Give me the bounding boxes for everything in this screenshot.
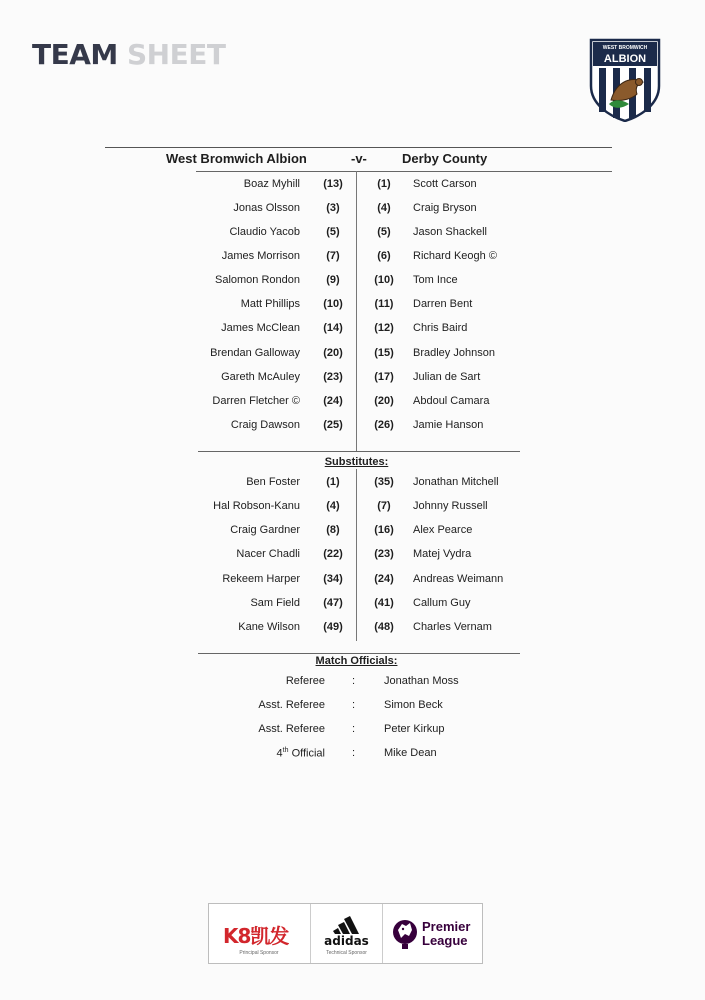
home-player-name: Salomon Rondon — [214, 274, 300, 286]
technical-sponsor — [310, 904, 383, 963]
premier-league-lion-icon — [390, 918, 420, 950]
officials-heading: Match Officials: — [315, 655, 398, 667]
away-player-name: Chris Baird — [413, 322, 468, 334]
official-colon: : — [352, 747, 356, 759]
home-sub-number: (4) — [326, 500, 340, 512]
home-player-number: (14) — [323, 322, 343, 334]
home-sub-number: (8) — [326, 524, 340, 536]
home-sub-name: Craig Gardner — [230, 524, 300, 536]
home-player-number: (5) — [326, 226, 340, 238]
adidas-wordmark: adidas — [324, 934, 369, 948]
home-player-name: Brendan Galloway — [210, 347, 300, 359]
away-player-name: Jason Shackell — [413, 226, 487, 238]
away-sub-number: (23) — [374, 548, 394, 560]
home-player-number: (13) — [323, 178, 343, 190]
official-name: Mike Dean — [384, 747, 437, 759]
substitute-row — [0, 548, 705, 566]
official-row — [0, 699, 705, 717]
sponsor-panel — [208, 903, 483, 964]
substitute-row — [0, 500, 705, 518]
official-name: Jonathan Moss — [384, 675, 459, 687]
official-role-prefix: 4 — [276, 747, 283, 760]
away-player-name: Julian de Sart — [413, 371, 481, 383]
crest-text-top: WEST BROMWICH — [602, 45, 648, 51]
lineup-row — [0, 371, 705, 389]
premier-league-logo — [384, 904, 483, 963]
versus-separator: -v- — [351, 151, 367, 166]
home-sub-number: (22) — [323, 548, 343, 560]
away-player-number: (15) — [374, 347, 394, 359]
home-sub-number: (47) — [323, 597, 343, 609]
official-role-superscript: th — [282, 747, 289, 754]
west-bromwich-albion-crest-icon — [589, 38, 661, 122]
substitute-row — [0, 476, 705, 494]
teams-divider — [196, 171, 612, 172]
lineup-row — [0, 347, 705, 365]
away-player-name: Craig Bryson — [413, 202, 477, 214]
substitute-row — [0, 621, 705, 639]
substitutes-heading: Substitutes: — [324, 456, 389, 468]
home-sub-name: Kane Wilson — [238, 621, 300, 633]
home-player-number: (24) — [323, 395, 343, 407]
away-player-name: Abdoul Camara — [413, 395, 490, 407]
away-sub-number: (41) — [374, 597, 394, 609]
home-team-name: West Bromwich Albion — [166, 151, 307, 166]
official-row — [0, 747, 705, 765]
away-team-name: Derby County — [402, 151, 488, 166]
home-player-name: Gareth McAuley — [221, 371, 300, 383]
home-sub-name: Sam Field — [250, 597, 300, 609]
crest-text-main: ALBION — [603, 53, 647, 65]
away-sub-number: (48) — [374, 621, 394, 633]
lineup-row — [0, 395, 705, 413]
away-sub-name: Alex Pearce — [413, 524, 473, 536]
away-player-number: (11) — [374, 298, 394, 310]
home-player-name: Boaz Myhill — [243, 178, 300, 190]
home-player-number: (10) — [323, 298, 343, 310]
home-player-number: (3) — [326, 202, 340, 214]
official-role — [277, 747, 325, 760]
official-row — [0, 723, 705, 741]
away-player-number: (6) — [377, 250, 391, 262]
substitute-row — [0, 597, 705, 615]
away-sub-name: Jonathan Mitchell — [413, 476, 499, 488]
home-sub-number: (34) — [323, 573, 343, 585]
official-colon: : — [352, 675, 356, 687]
away-player-number: (26) — [374, 419, 394, 431]
technical-sponsor-caption: Technical Sponsor — [326, 950, 367, 956]
official-role: Asst. Referee — [258, 699, 325, 711]
adidas-stripes-icon — [333, 914, 363, 934]
home-sub-name: Rekeem Harper — [222, 573, 300, 585]
principal-sponsor — [209, 904, 309, 963]
away-player-name: Richard Keogh © — [413, 250, 497, 262]
official-role: Referee — [285, 675, 325, 687]
official-role: Asst. Referee — [258, 723, 325, 735]
away-player-number: (10) — [374, 274, 394, 286]
home-player-number: (20) — [323, 347, 343, 359]
away-sub-number: (35) — [374, 476, 394, 488]
away-player-name: Darren Bent — [413, 298, 473, 310]
premier-league-line1: Premier — [422, 919, 471, 934]
away-player-name: Jamie Hanson — [413, 419, 484, 431]
home-player-name: Claudio Yacob — [229, 226, 300, 238]
away-sub-number: (16) — [374, 524, 394, 536]
away-sub-name: Johnny Russell — [413, 500, 488, 512]
home-player-number: (23) — [323, 371, 343, 383]
title-word-sheet: SHEET — [127, 38, 226, 71]
home-player-name: Craig Dawson — [230, 419, 300, 431]
substitute-row — [0, 573, 705, 591]
title-word-team: TEAM — [32, 38, 118, 71]
home-sub-number: (49) — [323, 621, 343, 633]
home-player-number: (25) — [323, 419, 343, 431]
away-sub-number: (24) — [374, 573, 394, 585]
official-name: Simon Beck — [384, 699, 443, 711]
lineup-row — [0, 298, 705, 316]
away-sub-name: Andreas Weimann — [413, 573, 504, 585]
header-divider — [105, 147, 612, 148]
home-sub-name: Hal Robson-Kanu — [213, 500, 300, 512]
lineup-row — [0, 250, 705, 268]
home-player-name: James McClean — [221, 322, 300, 334]
away-player-number: (20) — [374, 395, 394, 407]
away-player-name: Tom Ince — [413, 274, 458, 286]
away-sub-name: Callum Guy — [413, 597, 471, 609]
away-player-number: (5) — [377, 226, 391, 238]
home-player-name: Darren Fletcher © — [212, 395, 300, 407]
principal-sponsor-caption: Principal Sponsor — [239, 950, 279, 956]
away-sub-name: Charles Vernam — [413, 621, 492, 633]
k8-logo: K8凯发 — [223, 924, 289, 948]
official-role-suffix: Official — [288, 747, 325, 760]
official-row — [0, 675, 705, 693]
premier-league-line2: League — [422, 933, 468, 948]
lineup-row — [0, 419, 705, 437]
official-colon: : — [352, 723, 356, 735]
lineup-row — [0, 178, 705, 196]
away-player-number: (17) — [374, 371, 394, 383]
away-sub-name: Matej Vydra — [413, 548, 472, 560]
away-player-number: (1) — [377, 178, 391, 190]
lineup-row — [0, 274, 705, 292]
home-sub-name: Ben Foster — [246, 476, 300, 488]
home-sub-number: (1) — [326, 476, 340, 488]
premier-league-wordmark — [422, 920, 470, 948]
away-sub-number: (7) — [377, 500, 391, 512]
official-colon: : — [352, 699, 356, 711]
home-sub-name: Nacer Chadli — [236, 548, 300, 560]
home-player-number: (7) — [326, 250, 340, 262]
away-player-name: Bradley Johnson — [413, 347, 495, 359]
home-player-name: Matt Phillips — [240, 298, 300, 310]
home-player-name: James Morrison — [221, 250, 300, 262]
official-name: Peter Kirkup — [384, 723, 445, 735]
away-player-number: (4) — [377, 202, 391, 214]
away-player-number: (12) — [374, 322, 394, 334]
lineup-row — [0, 202, 705, 220]
officials-divider — [198, 653, 520, 654]
page-title — [32, 38, 225, 71]
away-player-name: Scott Carson — [413, 178, 477, 190]
lineup-row — [0, 322, 705, 340]
substitute-row — [0, 524, 705, 542]
substitutes-divider — [198, 451, 520, 452]
lineup-row — [0, 226, 705, 244]
home-player-name: Jonas Olsson — [233, 202, 300, 214]
home-player-number: (9) — [326, 274, 340, 286]
